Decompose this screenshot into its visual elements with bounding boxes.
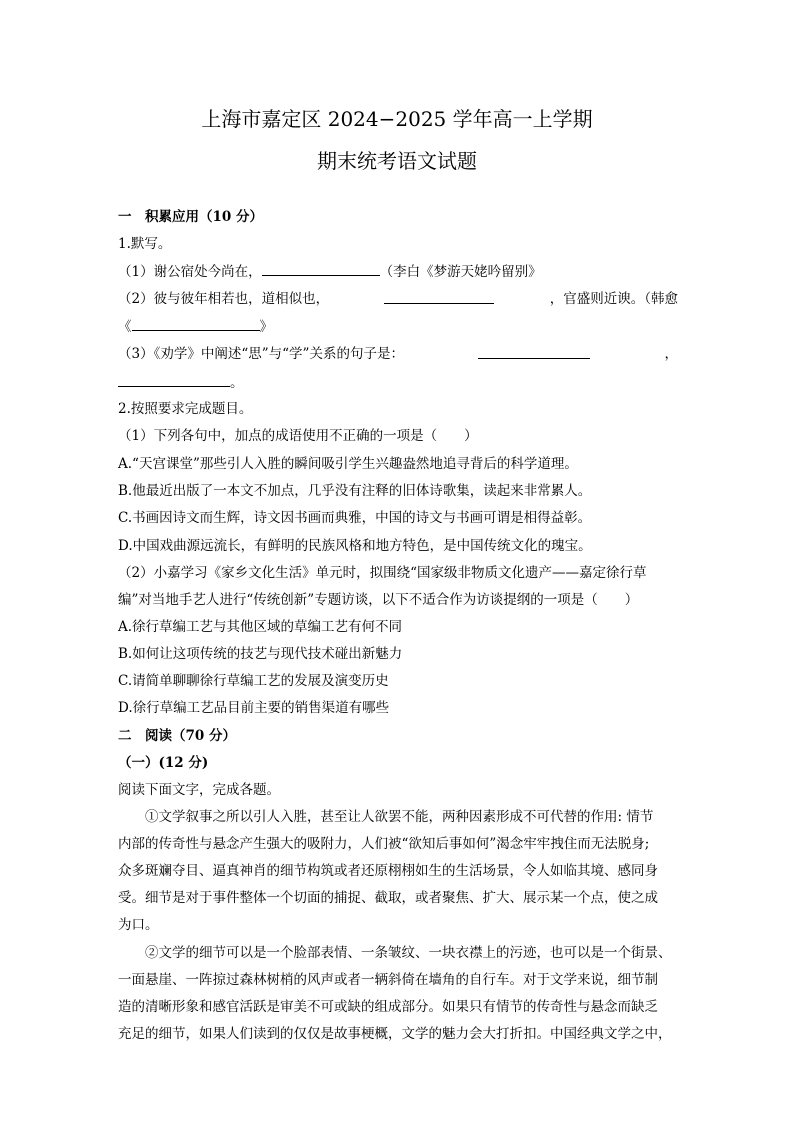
question-1-sub-3-comma: ， bbox=[664, 346, 678, 362]
question-1-sub-1-prefix: （1）谢公宿处今尚在， bbox=[118, 264, 262, 280]
section-2-heading: 二 阅读（70 分） bbox=[118, 728, 236, 744]
option-b[interactable]: B.他最近出版了一本文不加点，几乎没有注释的旧体诗歌集，读起来非常累人。 bbox=[118, 483, 592, 499]
question-1-label: 1.默写。 bbox=[118, 236, 172, 252]
question-1-sub-1 bbox=[118, 262, 678, 281]
answer-blank[interactable] bbox=[384, 290, 494, 304]
option-c[interactable]: C.请简单聊聊徐行草编工艺的发展及演变历史 bbox=[118, 673, 389, 689]
paragraph-1-line: 为口。 bbox=[118, 917, 159, 933]
question-1-sub-1-source: （李白《梦游天姥吟留别》 bbox=[379, 264, 542, 280]
answer-blank[interactable] bbox=[478, 345, 590, 359]
paragraph-2-line: 造的清晰形象和感官活跃是审美不可或缺的组成部分。如果只有情节的传奇性与悬念而缺乏 bbox=[118, 999, 658, 1015]
paragraph-2-line: 一面悬崖、一阵掠过森林树梢的风声或者一辆斜倚在墙角的自行车。对于文学来说，细节制 bbox=[118, 972, 658, 988]
option-b[interactable]: B.如何让这项传统的技艺与现代技术碰出新魅力 bbox=[118, 646, 403, 662]
question-1-sub-3 bbox=[118, 345, 678, 363]
document-title-line-2: 期末统考语文试题 bbox=[317, 149, 477, 173]
question-1-sub-3-period: 。 bbox=[230, 375, 244, 391]
reading-part-1-heading: （一）(12 分) bbox=[118, 755, 209, 771]
document-title-line-1: 上海市嘉定区 2024−2025 学年高一上学期 bbox=[201, 107, 593, 131]
question-2-label: 2.按照要求完成题目。 bbox=[118, 401, 253, 417]
answer-blank[interactable] bbox=[118, 373, 230, 387]
answer-blank[interactable] bbox=[262, 262, 380, 276]
question-1-sub-2 bbox=[118, 290, 678, 308]
paragraph-2-line: 充足的细节，如果人们读到的仅仅是故事梗概，文学的魅力会大打折扣。中国经典文学之中， bbox=[118, 1026, 672, 1042]
paragraph-1-line: 内部的传奇性与悬念产生强大的吸附力，人们被“欲知后事如何”渴念牢牢拽住而无法脱身; bbox=[118, 836, 650, 852]
question-2-part-2-stem-line-2: 编”对当地手艺人进行“传统创新”专题访谈，以下不适合作为访谈提纲的一项是（ ） bbox=[118, 592, 639, 608]
paragraph-1-line: 众多斑斓夺目、逼真神肖的细节构筑或者还原栩栩如生的生活场景，令人如临其境、感同身 bbox=[118, 863, 658, 879]
option-a[interactable]: A.“天宫课堂”那些引人入胜的瞬间吸引学生兴趣盎然地追寻背后的科学道理。 bbox=[118, 456, 578, 472]
paragraph-1-line: 受。细节是对于事件整体一个切面的捕捉、截取，或者聚焦、扩大、展示某一个点，使之成 bbox=[118, 890, 658, 906]
close-title-mark: 》 bbox=[259, 319, 273, 335]
section-1-heading: 一 积累应用（10 分） bbox=[118, 209, 263, 225]
option-c[interactable]: C.书画因诗文而生辉，诗文因书画而典雅，中国的诗文与书画可谓是相得益彰。 bbox=[118, 510, 592, 526]
question-1-sub-3-line-2 bbox=[118, 373, 678, 392]
question-2-part-2-stem-line-1: （2）小嘉学习《家乡文化生活》单元时，拟围绕“国家级非物质文化遗产——嘉定徐行草 bbox=[118, 565, 647, 581]
open-title-mark: 《 bbox=[118, 319, 132, 335]
paragraph-2-line: ②文学的细节可以是一个脸部表情、一条皱纹、一块衣襟上的污迹，也可以是一个街景、 bbox=[145, 945, 672, 961]
answer-blank[interactable] bbox=[132, 317, 260, 331]
reading-instruction: 阅读下面文字，完成各题。 bbox=[118, 782, 280, 798]
option-d[interactable]: D.徐行草编工艺品目前主要的销售渠道有哪些 bbox=[118, 700, 390, 716]
option-d[interactable]: D.中国戏曲源远流长，有鲜明的民族风格和地方特色，是中国传统文化的瑰宝。 bbox=[118, 538, 592, 554]
question-2-part-1-stem: （1）下列各句中，加点的成语使用不正确的一项是（ ） bbox=[118, 428, 478, 444]
question-1-sub-3-prefix: （3）《劝学》中阐述“思”与“学”关系的句子是： bbox=[118, 346, 404, 362]
question-1-sub-2-suffix: ，官盛则近谀。（韩愈 bbox=[549, 291, 678, 307]
question-1-sub-2-line-2 bbox=[118, 317, 678, 336]
option-a[interactable]: A.徐行草编工艺与其他区域的草编工艺有何不同 bbox=[118, 619, 403, 635]
question-1-sub-2-prefix: （2）彼与彼年相若也，道相似也， bbox=[118, 291, 330, 307]
paragraph-1-line: ①文学叙事之所以引人入胜，甚至让人欲罢不能，两种因素形成不可代替的作用: 情节 bbox=[145, 809, 654, 825]
